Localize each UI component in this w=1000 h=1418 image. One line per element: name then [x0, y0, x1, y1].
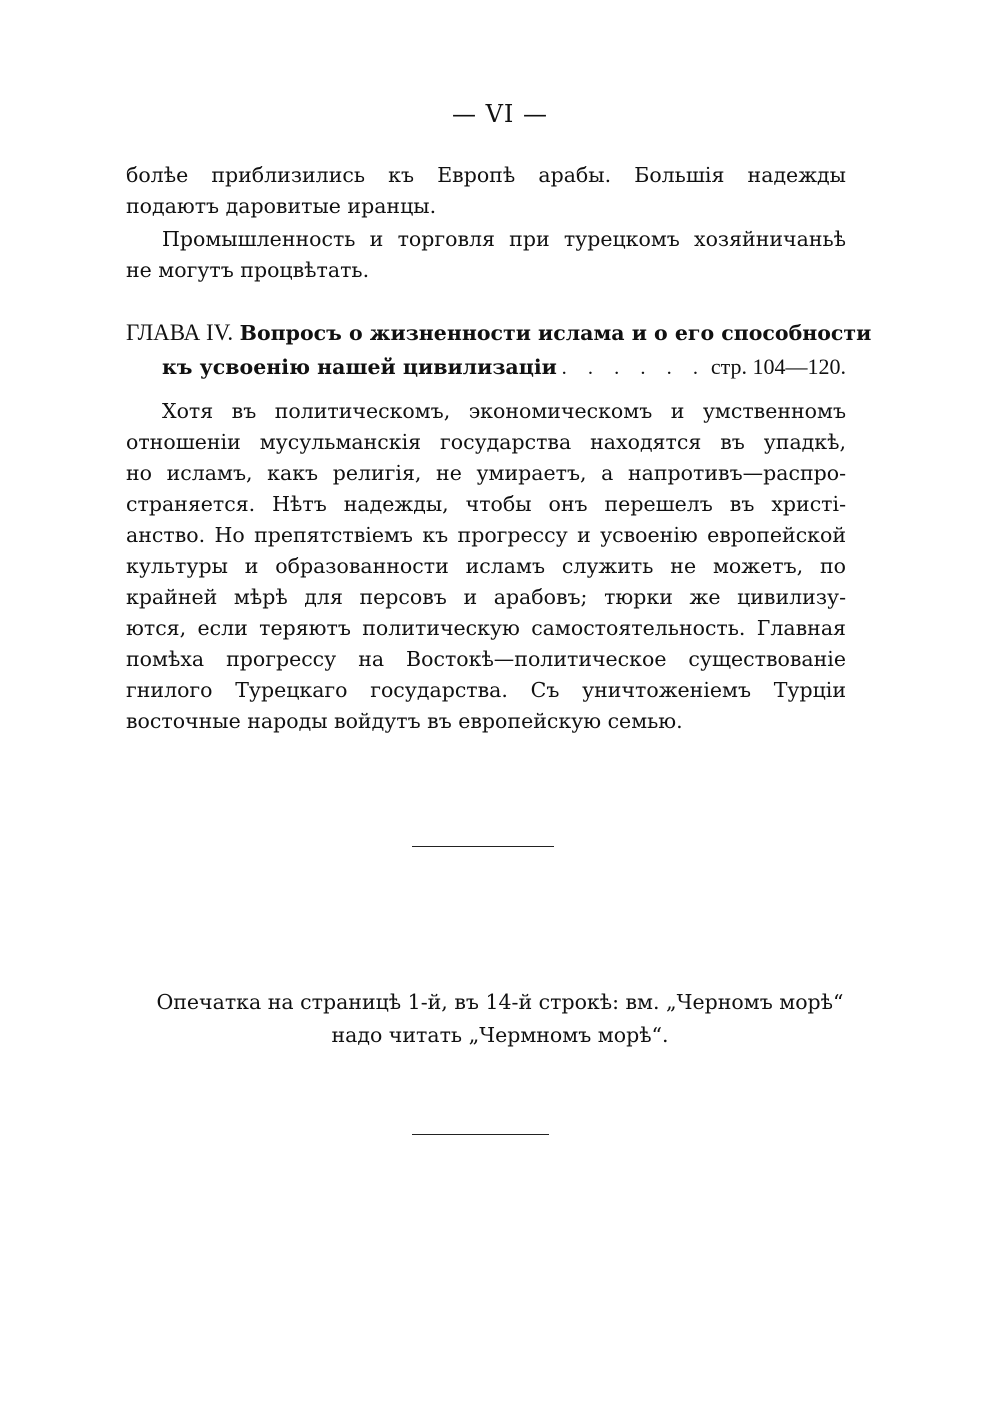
text-line: не могутъ процвѣтать. — [126, 258, 370, 282]
chapter-title-part1: Вопросъ о жизненности ислама и о его способности — [239, 321, 872, 345]
paragraph-chapter-summary — [126, 396, 846, 737]
leader-dots: . . . . . . — [561, 357, 707, 379]
erratum-line: надо читать „Чермномъ морѣ“. — [331, 1023, 669, 1047]
erratum-line: Опечатка на страницѣ 1-й, въ 14-й строкѣ: вм. „Черномъ морѣ“ — [156, 990, 844, 1014]
text-line: ются, если теряютъ политическую самостоятельность. Главная — [126, 616, 846, 640]
chapter-heading-line1 — [126, 316, 872, 350]
text-line: гнилого Турецкаго государства. Съ уничтоженіемъ Турціи — [126, 678, 846, 702]
chapter-page-range: стр. 104—120. — [710, 354, 846, 379]
divider-rule — [412, 846, 554, 847]
text-line: восточные народы войдутъ въ европейскую семью. — [126, 709, 683, 733]
chapter-title-part2: къ усвоенію нашей цивилизаціи — [162, 355, 557, 379]
text-line: помѣха прогрессу на Востокѣ—политическое существованіе — [126, 647, 846, 671]
text-line: анство. Но препятствіемъ къ прогрессу и усвоенію европейской — [126, 523, 846, 547]
chapter-heading-line2 — [126, 350, 846, 385]
text-line: болѣе приблизились къ Европѣ арабы. Большія надежды — [126, 163, 846, 187]
paragraph-arabs-iranians — [126, 160, 846, 222]
text-line: Промышленность и торговля при турецкомъ хозяйничаньѣ — [162, 227, 846, 251]
paragraph-industry-trade — [126, 224, 846, 286]
erratum-note — [100, 986, 900, 1052]
text-line: крайней мѣрѣ для персовъ и арабовъ; тюрки же цивилизу- — [126, 585, 846, 609]
text-line: культуры и образованности исламъ служить не можетъ, по — [126, 554, 846, 578]
divider-rule — [412, 1134, 549, 1135]
chapter-label: ГЛАВА IV. — [126, 320, 234, 345]
text-line: Хотя въ политическомъ, экономическомъ и умственномъ — [162, 399, 846, 423]
text-line: но исламъ, какъ религія, не умираетъ, а напротивъ—распро- — [126, 461, 846, 485]
text-line: отношеніи мусульманскія государства находятся въ упадкѣ, — [126, 430, 846, 454]
page-number: — VI — — [451, 100, 549, 128]
text-line: страняется. Нѣтъ надежды, чтобы онъ перешелъ въ христі- — [126, 492, 846, 516]
chapter-heading — [126, 316, 872, 385]
text-line: подаютъ даровитые иранцы. — [126, 194, 437, 218]
